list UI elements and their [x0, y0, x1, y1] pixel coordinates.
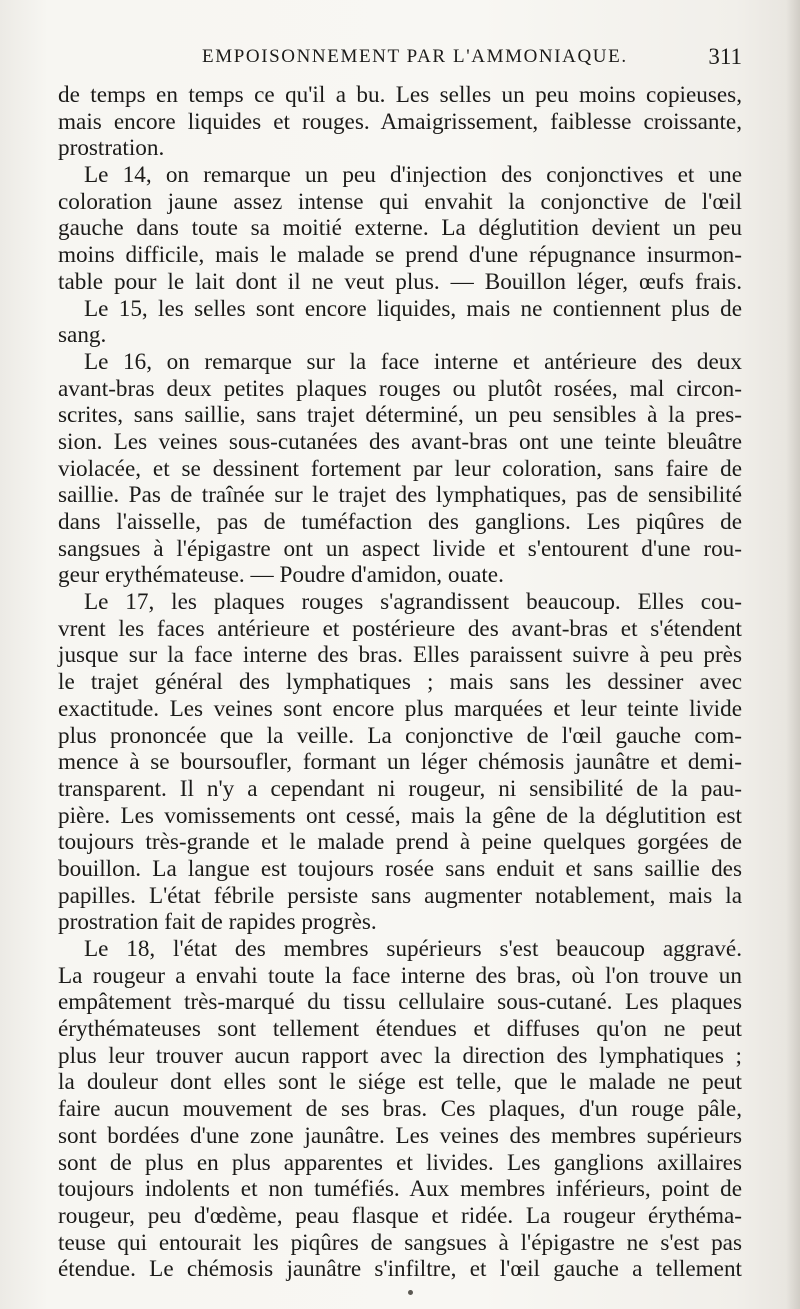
text-line: mais encore liquides et rouges. Amaigrissement, faiblesse croissante,: [58, 108, 742, 135]
text-line: prostration fait de rapides progrès.: [58, 909, 377, 936]
text-line: prostration.: [58, 135, 165, 162]
text-line: toujours indolents et non tuméfiés. Aux membres inférieurs, point de: [58, 1176, 742, 1203]
text-line: transparent. Il n'y a cependant ni rougeur, ni sensibilité de la pau-: [58, 775, 742, 802]
text-line: sont de plus en plus apparentes et livides. Les ganglions axillaires: [58, 1149, 742, 1176]
page-header: [58, 44, 742, 74]
text-line: sont bordées d'une zone jaunâtre. Les veines des membres supérieurs: [58, 1122, 742, 1149]
text-line: le trajet général des lymphatiques ; mais sans les dessiner avec: [58, 669, 742, 696]
text-line: de temps en temps ce qu'il a bu. Les selles un peu moins copieuses,: [58, 82, 742, 108]
text-line: sangsues à l'épigastre ont un aspect livide et s'entourent d'une rou-: [58, 535, 742, 562]
page-edge-shadow: [786, 0, 800, 1309]
text-line: saillie. Pas de traînée sur le trajet des lymphatiques, pas de sensibilité: [58, 482, 742, 509]
text-line: faire aucun mouvement de ses bras. Ces plaques, d'un rouge pâle,: [58, 1096, 742, 1123]
text-line: plus leur trouver aucun rapport avec la direction des lymphatiques ;: [58, 1042, 742, 1069]
text-line: étendue. Le chémosis jaunâtre s'infiltre, et l'œil gauche a tellement: [58, 1256, 742, 1283]
text-line: teuse qui entourait les piqûres de sangsues à l'épigastre ne s'est pas: [58, 1229, 742, 1256]
text-line: gauche dans toute sa moitié externe. La déglutition devient un peu: [58, 215, 742, 242]
text-line: pière. Les vomissements ont cessé, mais la gêne de la déglutition est: [58, 802, 742, 829]
paragraph-start-line: Le 16, on remarque sur la face interne et antérieure des deux: [84, 348, 742, 375]
text-line: violacée, et se dessinent fortement par leur coloration, sans faire de: [58, 455, 742, 482]
paragraph-start-line: Le 14, on remarque un peu d'injection des conjonctives et une: [84, 162, 742, 189]
text-line: rougeur, peu d'œdème, peau flasque et ridée. La rougeur érythéma-: [58, 1202, 742, 1229]
running-head: EMPOISONNEMENT PAR L'AMMONIAQUE.: [202, 46, 628, 67]
text-line: la douleur dont elles sont le siége est telle, que le malade ne peut: [58, 1069, 742, 1096]
printer-dot: [408, 1290, 413, 1295]
paragraph-start-line: Le 17, les plaques rouges s'agrandissent beaucoup. Elles cou-: [84, 589, 742, 616]
text-line: mence à se boursoufler, formant un léger chémosis jaunâtre et demi-: [58, 749, 742, 776]
text-line: vrent les faces antérieure et postérieure des avant-bras et s'étendent: [58, 615, 742, 642]
paragraph-start-line: Le 18, l'état des membres supérieurs s'est beaucoup aggravé.: [84, 936, 742, 962]
text-line: table pour le lait dont il ne veut plus. — Bouillon léger, œufs frais.: [58, 268, 742, 295]
text-line: empâtement très-marqué du tissu cellulaire sous-cutané. Les plaques: [58, 989, 742, 1016]
text-line: avant-bras deux petites plaques rouges ou plutôt rosées, mal circon-: [58, 375, 742, 402]
body-text: [58, 82, 742, 1283]
paragraph-start-line: Le 15, les selles sont encore liquides, mais ne contiennent plus de: [84, 295, 742, 322]
text-line: papilles. L'état fébrile persiste sans augmenter notablement, mais la: [58, 882, 742, 909]
text-line: sang.: [58, 322, 107, 349]
text-line: La rougeur a envahi toute la face interne des bras, où l'on trouve un: [58, 962, 742, 989]
text-line: plus prononcée que la veille. La conjonctive de l'œil gauche com-: [58, 722, 742, 749]
text-line: moins difficile, mais le malade se prend d'une répugnance insurmon-: [58, 242, 742, 269]
text-line: jusque sur la face interne des bras. Elles paraissent suivre à peu près: [58, 642, 742, 669]
text-line: exactitude. Les veines sont encore plus marquées et leur teinte livide: [58, 695, 742, 722]
text-line: bouillon. La langue est toujours rosée sans enduit et sans saillie des: [58, 855, 742, 882]
text-line: toujours très-grande et le malade prend à peine quelques gorgées de: [58, 829, 742, 856]
text-line: dans l'aisselle, pas de tuméfaction des ganglions. Les piqûres de: [58, 509, 742, 535]
text-line: érythémateuses sont tellement étendues et diffuses qu'on ne peut: [58, 1016, 742, 1043]
text-line: coloration jaune assez intense qui envahit la conjonctive de l'œil: [58, 188, 742, 215]
page-number: 311: [708, 44, 742, 69]
text-line: sion. Les veines sous-cutanées des avant-bras ont une teinte bleuâtre: [58, 428, 742, 455]
text-line: scrites, sans saillie, sans trajet déterminé, un peu sensibles à la pres-: [58, 402, 742, 429]
text-line: geur erythémateuse. — Poudre d'amidon, ouate.: [58, 562, 504, 589]
